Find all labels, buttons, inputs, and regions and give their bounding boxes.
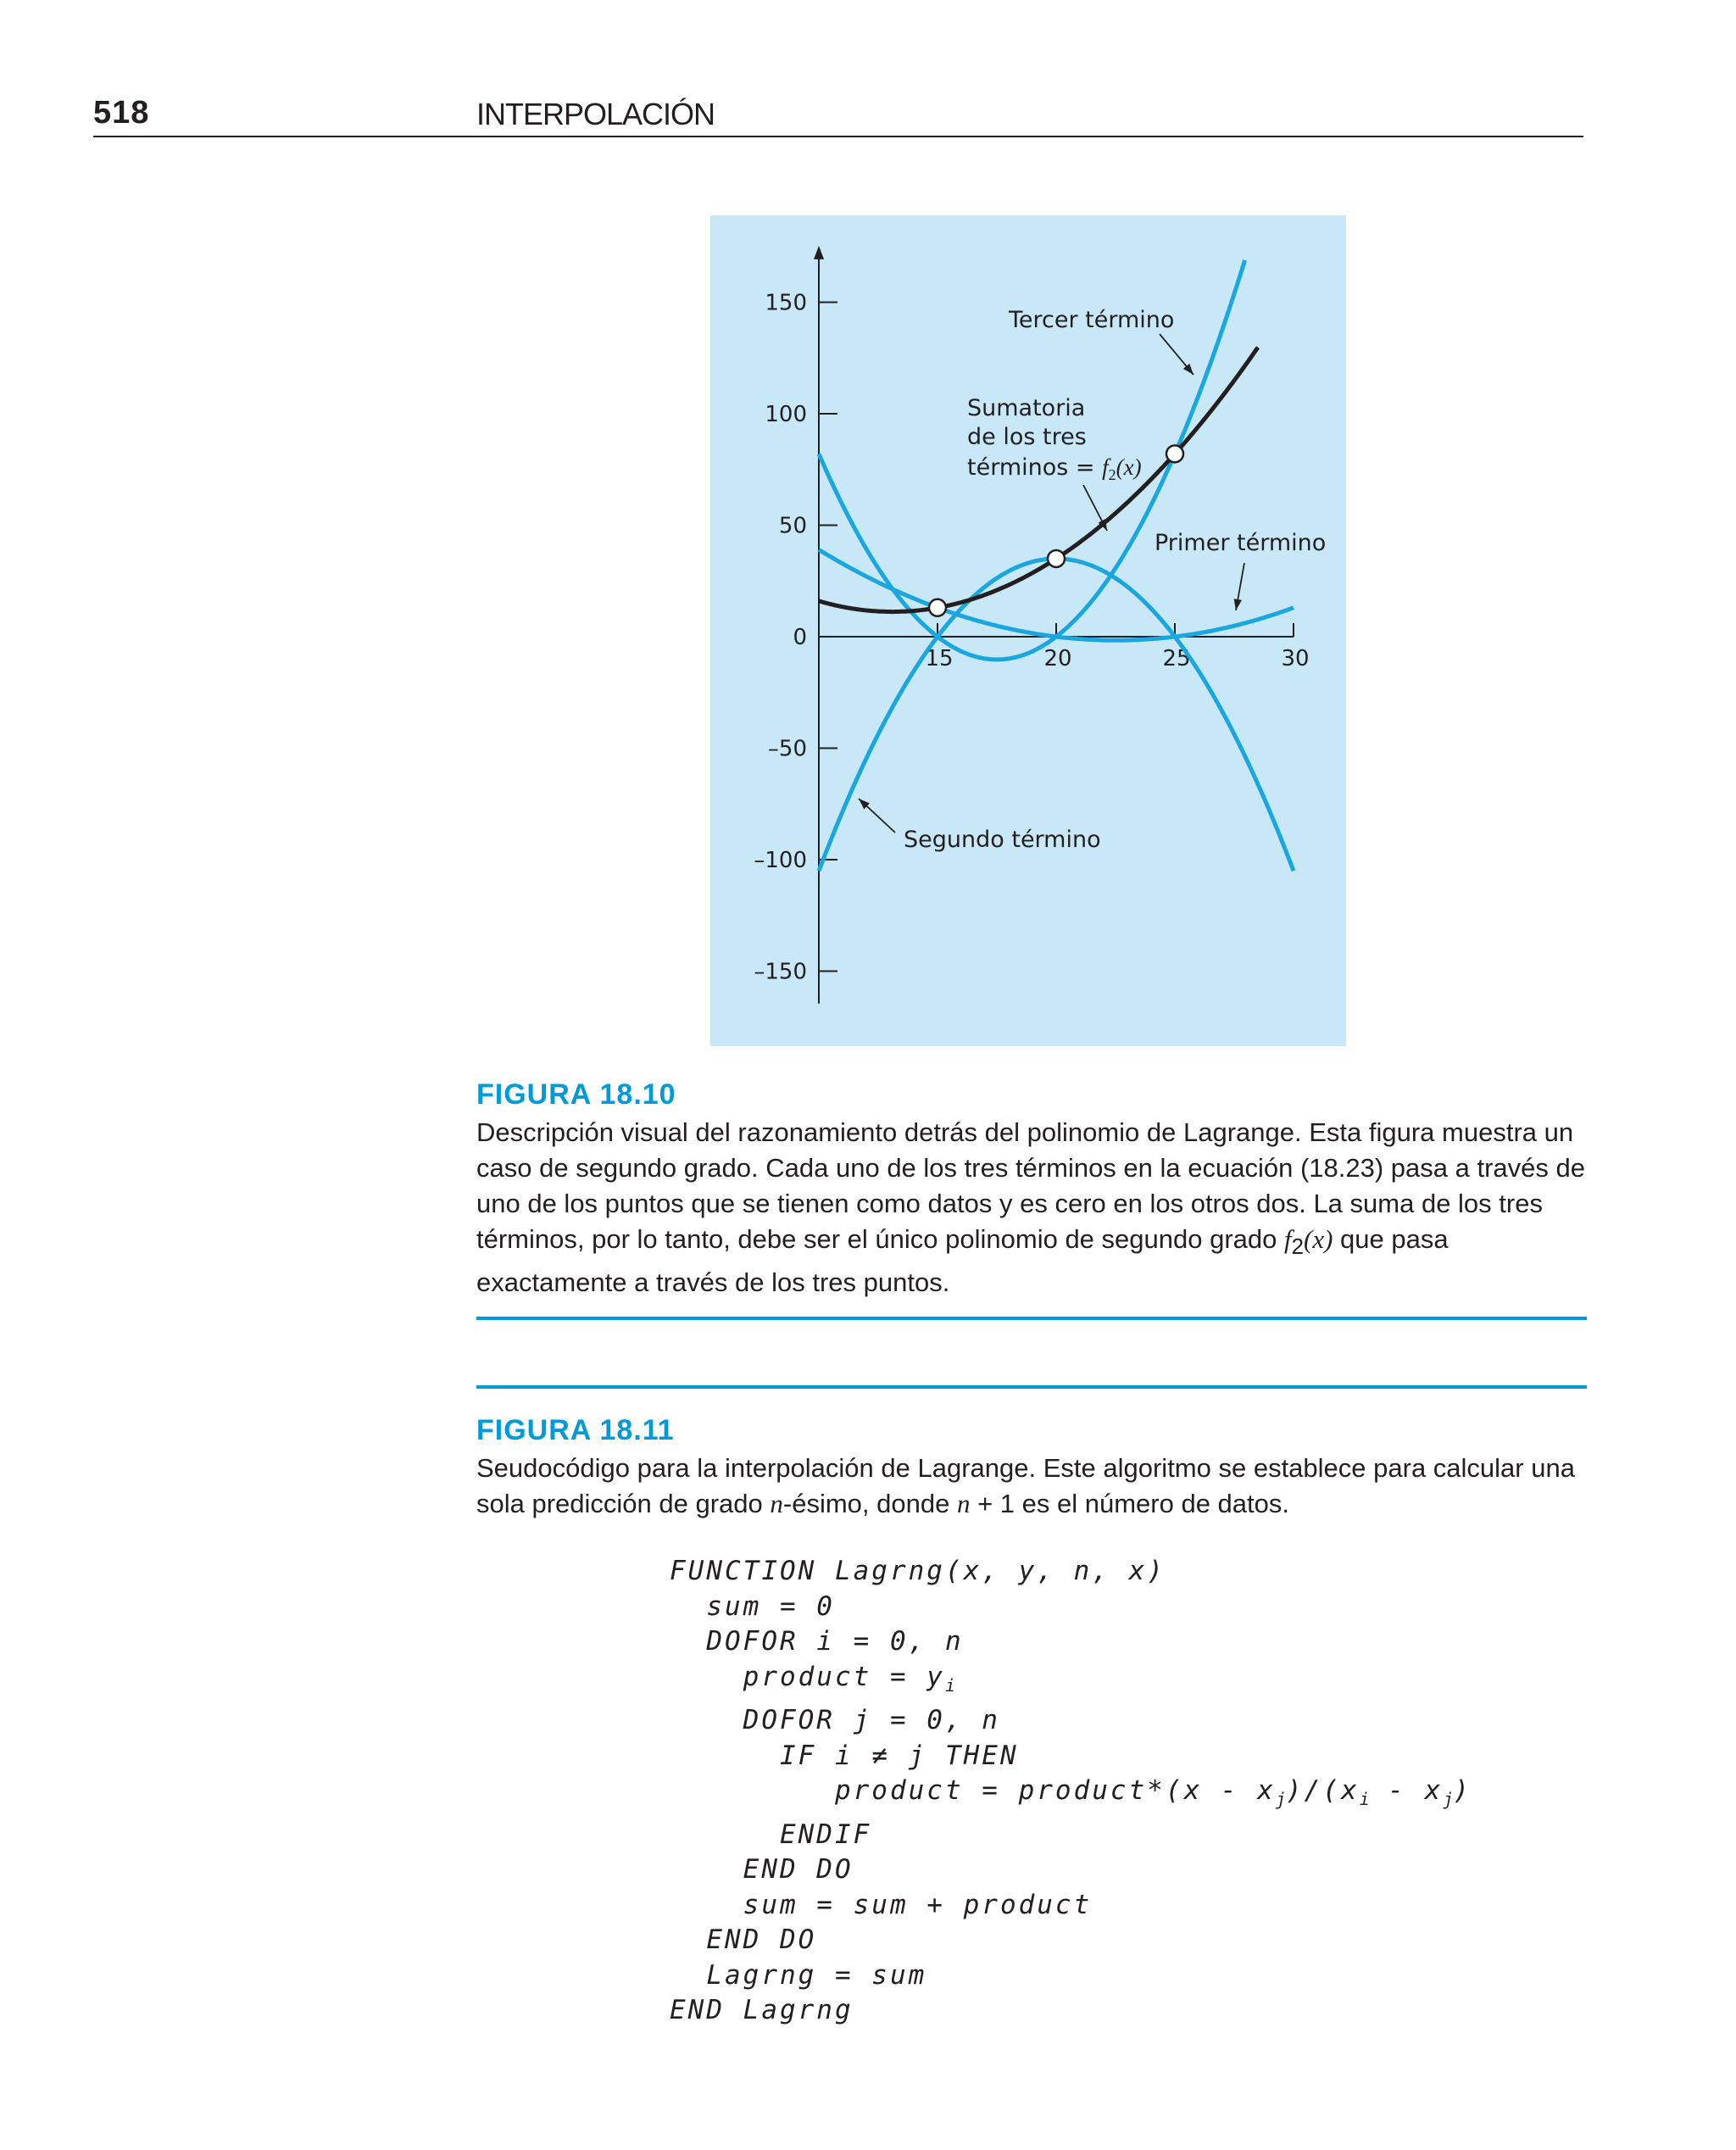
- code-line-12: Lagrng = sum: [670, 1959, 927, 1991]
- code-line-7: [670, 1774, 1472, 1818]
- caption-18-11-part2: -ésimo, donde: [782, 1489, 957, 1518]
- y-tick-label: –100: [754, 848, 807, 873]
- y-tick-label: 100: [765, 402, 807, 427]
- section-divider-bottom: [476, 1385, 1587, 1389]
- caption-18-10-part2: que pasa exactamente a través de los tres puntos.: [476, 1224, 1449, 1298]
- y-tick-label: 0: [793, 625, 807, 650]
- section-divider-top: [476, 1317, 1587, 1320]
- annotation-sumatoria-line1: Sumatoria: [967, 395, 1086, 421]
- code-line-4: [670, 1660, 1472, 1704]
- annotation-sumatoria-sub: 2: [1108, 466, 1116, 483]
- caption-18-10-fn: f: [1284, 1224, 1292, 1254]
- code-line-4-text: product = y: [670, 1661, 945, 1692]
- figure-18-11-label: FIGURA 18.11: [476, 1414, 675, 1446]
- code-line-7-sub1: j: [1275, 1789, 1286, 1810]
- chart-axes: [754, 246, 1309, 1004]
- annotation-sumatoria-arg: (x): [1116, 454, 1142, 480]
- annotation-tercer-termino: Tercer término: [1009, 307, 1175, 333]
- y-axis-arrowhead: [814, 246, 824, 259]
- pseudocode-block: [670, 1554, 1472, 2029]
- y-tick-label: –50: [767, 736, 807, 762]
- code-line-4-sub: i: [944, 1674, 956, 1696]
- code-line-11: END DO: [670, 1924, 817, 1956]
- caption-18-10-fn-sub: 2: [1291, 1235, 1304, 1260]
- annotation-primer-termino: Primer término: [1155, 530, 1327, 556]
- code-line-10: sum = sum + product: [670, 1889, 1093, 1920]
- code-line-7c: - x: [1369, 1775, 1444, 1807]
- code-line-6: IF i ≠ j THEN: [670, 1740, 1019, 1771]
- annotation-sumatoria-f: f: [1102, 454, 1109, 480]
- caption-18-10-part1: Descripción visual del razonamiento detrás del polinomio de Lagrange. Esta figura muestra un caso de segundo grado. Cada uno de los tres términos en la ecuación (18.23) pasa a través de uno de los puntos que se tienen como datos y es cero en los otros dos. La suma de los tres términos, por lo tanto, debe ser el único polinomio de segundo grado: [476, 1117, 1585, 1254]
- code-line-2: sum = 0: [670, 1590, 835, 1622]
- caption-18-10-fn-arg: (x): [1304, 1224, 1333, 1254]
- y-tick-label: –150: [754, 959, 807, 985]
- code-line-7b: )/(x: [1285, 1775, 1360, 1807]
- code-line-13: END Lagrng: [670, 1995, 854, 2026]
- figure-18-10-chart: [710, 215, 1346, 1046]
- arrow-primer-termino-head: [1234, 599, 1242, 610]
- annotation-sumatoria-line3: [967, 454, 1142, 483]
- code-line-5: DOFOR j = 0, n: [670, 1705, 1000, 1736]
- curve-segundo-termino: [819, 559, 1294, 871]
- figure-18-10-caption: [476, 1078, 1587, 1301]
- figure-18-11-caption-text: [476, 1451, 1587, 1522]
- figure-18-10-label: FIGURA 18.10: [476, 1078, 676, 1111]
- caption-18-11-part3: + 1 es el número de datos.: [970, 1489, 1289, 1518]
- caption-18-11-n1: n: [770, 1489, 783, 1518]
- figure-18-10-caption-text: [476, 1115, 1587, 1301]
- page-number: 518: [93, 95, 150, 131]
- data-point-marker: [1048, 550, 1065, 567]
- data-point-marker: [1166, 445, 1183, 462]
- code-line-7-sub2: i: [1359, 1789, 1370, 1810]
- running-head: INTERPOLACIÓN: [476, 97, 715, 131]
- lagrange-chart-svg: [710, 215, 1346, 1046]
- code-line-7-sub3: j: [1443, 1789, 1454, 1810]
- code-line-7d: ): [1453, 1775, 1472, 1807]
- y-tick-label: 150: [765, 290, 807, 316]
- code-line-9: END DO: [670, 1854, 854, 1885]
- code-line-3: DOFOR i = 0, n: [670, 1626, 964, 1657]
- caption-18-11-n2: n: [956, 1489, 971, 1518]
- x-tick-label: 20: [1043, 646, 1072, 671]
- x-tick-label: 25: [1162, 646, 1191, 671]
- x-tick-label: 30: [1281, 646, 1310, 671]
- x-tick-label: 15: [925, 646, 954, 671]
- page-header: [0, 0, 1736, 144]
- annotation-sumatoria-line2: de los tres: [967, 424, 1087, 450]
- data-point-marker: [929, 599, 946, 616]
- code-line-1: FUNCTION Lagrng(x, y, n, x): [670, 1556, 1166, 1586]
- y-tick-label: 50: [778, 513, 807, 539]
- code-line-7a: product = product*(x - x: [670, 1775, 1276, 1807]
- header-rule: [93, 136, 1583, 137]
- annotation-segundo-termino: Segundo término: [904, 827, 1101, 853]
- code-line-8: ENDIF: [670, 1819, 872, 1850]
- caption-18-11-part1: Seudocódigo para la interpolación de Lagrange. Este algoritmo se establece para calcular una sola predicción de grado: [476, 1453, 1575, 1518]
- annotation-sumatoria-text: términos =: [967, 454, 1103, 481]
- figure-18-11-caption: [476, 1414, 1587, 1522]
